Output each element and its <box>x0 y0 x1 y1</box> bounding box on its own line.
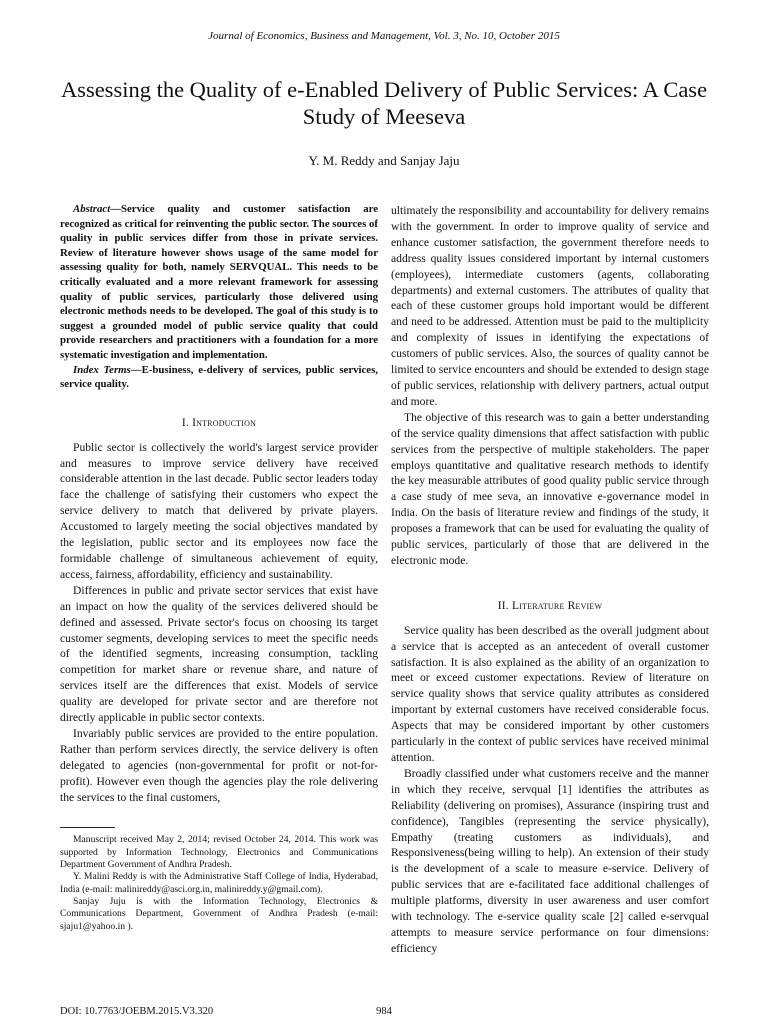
journal-header: Journal of Economics, Business and Management, Vol. 3, No. 10, October 2015 <box>208 30 560 42</box>
paragraph: Differences in public and private sector services that exist have an impact on how the quality of the services delivered should be defined and assessed. Private sector's focus on choosing its target customer segments, developing services to meet the specific needs of the identified segments, increasing consumption, tackling competition for market share or revenue share, and nature of services itself are the differences that exist. Models of service quality are developed for private sector and are therefore not directly applicable in public sector contexts. <box>60 583 378 725</box>
index-terms <box>60 363 378 392</box>
section-heading-introduction: I. Introduction <box>181 416 257 429</box>
paragraph: Service quality has been described as the overall judgment about a service that is accepted as an antecedent of overall customer satisfaction. It is also explained as the ability of an organization to meet or exceed customer expectations. Review of literature on service quality shows that service quality attributes as considered important by external customers have received considerable focus. Aspects that may be considered important by other customers particularly in the context of public services have received minimal attention. <box>391 623 709 764</box>
paper-title: Assessing the Quality of e-Enabled Delivery of Public Services: A Case Study of Meeseva <box>60 77 708 129</box>
index-terms-lead: Index Terms <box>73 363 131 376</box>
footnote: Manuscript received May 2, 2014; revised October 24, 2014. This work was supported by Information Technology, Electronics and Communications Department Government of Andhra Pradesh. <box>60 834 378 871</box>
footnote-divider <box>60 827 115 828</box>
paragraph: ultimately the responsibility and accountability for delivery remains with the government. In order to improve quality of service and enhance customer satisfaction, the government therefore needs to address quality issues considered important by internal customers (employees), intermediate customers (agents, collaborating departments) and external customers. The attributes of quality that each of these customer groups hold important would be different and need to be addressed. Attention must be paid to the multiplicity and complexity of issues in identifying the expectations of customers of public services. Also, the sources of quality cannot be limited to service encounters and should be extended to design stage of public services, relationship with delivery partners, actual output and more. <box>391 204 709 408</box>
footnote: Y. Malini Reddy is with the Administrative Staff College of India, Hyderabad, India (e-mail: malinireddy@asci.org.in, malinireddy.y@gmail.com). <box>60 871 378 895</box>
abstract-text: —Service quality and customer satisfaction are recognized as critical for reinventing the public sector. The sources of quality in public services differ from those in private services. Review of literature however shows usage of the same model for assessing quality for both, namely SERVQUAL. This needs to be critically evaluated and a more relevant framework for assessing quality of public services, particularly those delivered using electronic methods needs to be developed. The goal of this study is to suggest a grounded model of public service quality that could provide researchers and practitioners with a foundation for a more systematic investigation and implementation. <box>60 203 378 361</box>
section-heading-literature-review: II. Literature Review <box>497 599 603 612</box>
index-terms-text: —E-business, e-delivery of services, public services, service quality. <box>60 363 378 391</box>
doi-footer: DOI: 10.7763/JOEBM.2015.V3.320 <box>60 1006 214 1017</box>
footnotes <box>60 834 378 932</box>
paragraph: The objective of this research was to gain a better understanding of the service quality dimensions that affect satisfaction with public services from the perspective of multiple stakeholders. The paper employs quantitative and qualitative research methods to identify the key measurable attributes of good quality public service through a case study of mee seva, an innovative e-governance model in India. On the basis of literature review and findings of the study, it proposes a framework that can be used for evaluating the quality of public services, particularly of those that are delivered in the electronic mode. <box>391 410 709 567</box>
footnote: Sanjay Juju is with the Information Technology, Electronics & Communications Department, Government of Andhra Pradesh (e-mail: sjaju1@yahoo.in ). <box>60 895 378 932</box>
left-column <box>60 202 378 933</box>
paragraph: Broadly classified under what customers receive and the manner in which they receive, servqual [1] identifies the attributes as Reliability (delivering on promises), Assurance (inspiring trust and confidence), Tangibles (representing the service physically), Empathy (treating customers as individuals), and Responsiveness(being willing to help). An extension of their study is the development of a scale to measure e-service. Delivery of public services that are e-facilitated face additional challenges of multiple platforms, diversity in user awareness and user comfort with technology. The e-service quality scale [2] called e-servqual attempts to measure service performance on four dimensions: efficiency <box>391 766 709 955</box>
right-column <box>391 203 709 957</box>
abstract-lead: Abstract <box>73 203 111 215</box>
paper-authors: Y. M. Reddy and Sanjay Jaju <box>308 153 460 168</box>
paragraph: Invariably public services are provided to the entire population. Rather than perform services directly, the service delivery is often delegated to agencies (non-governmental for profit or not-for-profit). However even though the agencies play the role delivering the services to the final customers, <box>60 726 378 804</box>
abstract <box>60 202 378 363</box>
page-number: 984 <box>376 1006 392 1017</box>
paragraph: Public sector is collectively the world's largest service provider and measures to improve service delivery have received considerable attention in the last decade. Public sector leaders today face the challenge of satisfying their customers who expect the service delivery to match that delivered by private players. Accustomed to largely meeting the social objectives mandated by the legislation, public sector and its employees now face the formidable challenge of simultaneous achievement of equity, access, fairness, affordability, efficiency and sustainability. <box>60 440 378 581</box>
